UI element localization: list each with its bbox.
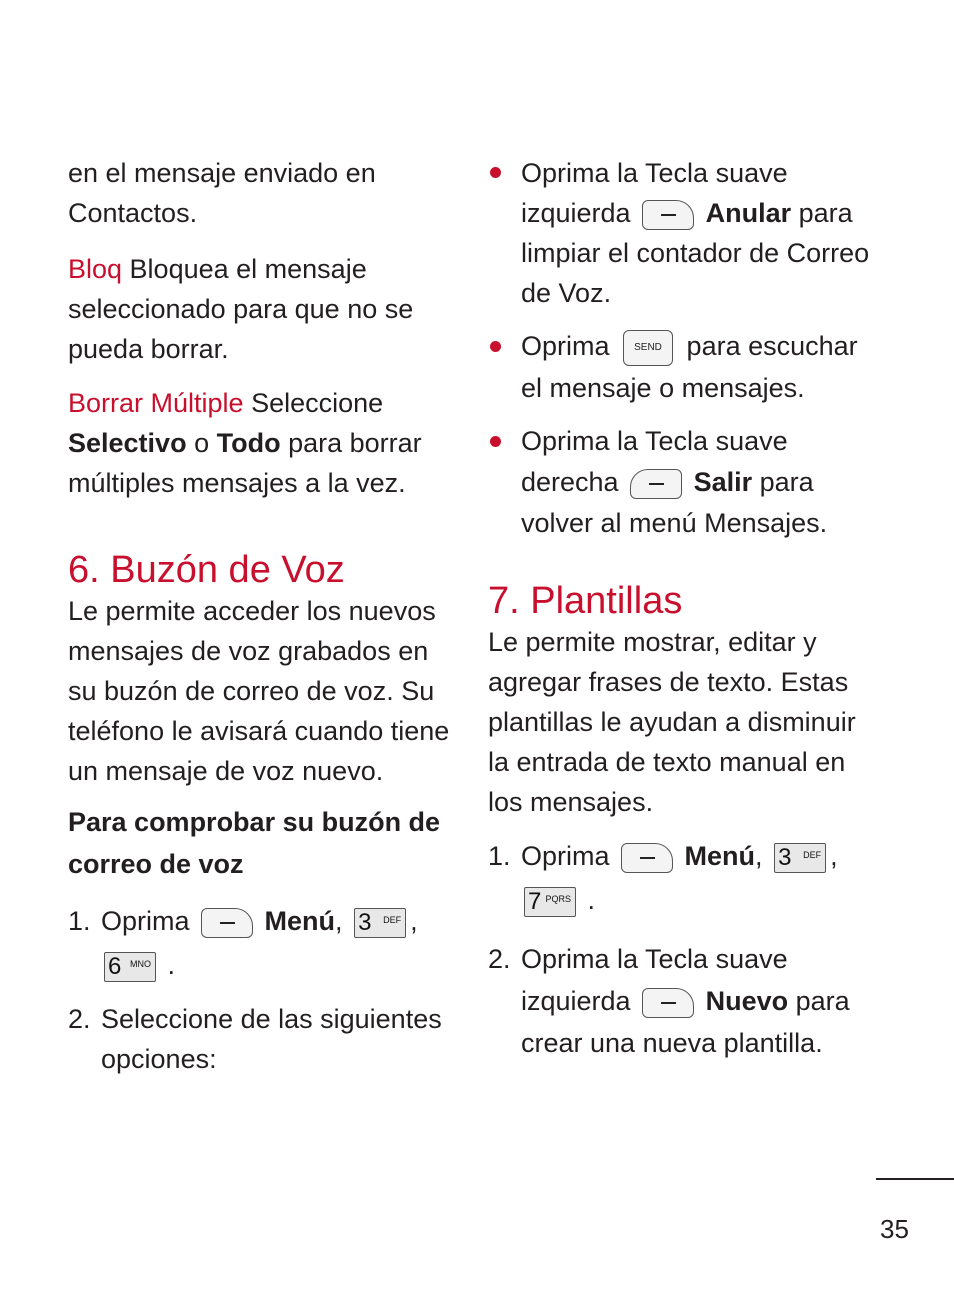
- menu-label: Menú: [264, 906, 336, 936]
- right-soft-key-icon: [630, 469, 682, 499]
- menu-label: Menú: [684, 841, 756, 871]
- key-3-icon: [774, 843, 826, 873]
- left-soft-key-icon: [642, 200, 694, 230]
- bloq-description: Bloquea el mensaje seleccionado para que no se pueda borrar.: [68, 254, 414, 364]
- comma: ,: [410, 906, 418, 936]
- left-column: [68, 150, 458, 1079]
- footer-rule: [876, 1178, 954, 1180]
- anular-label: Anular: [705, 198, 792, 228]
- plantillas-step-2: [488, 938, 883, 1064]
- comma: ,: [335, 906, 343, 936]
- nuevo-label: Nuevo: [705, 986, 789, 1016]
- borrar-term: Borrar Múltiple: [68, 388, 244, 418]
- bullet-anular: [488, 153, 883, 313]
- comma: ,: [755, 841, 763, 871]
- left-soft-key-icon: [642, 988, 694, 1018]
- borrar-text-1: Seleccione: [243, 388, 384, 418]
- bullet-text: Oprima la Tecla suave derecha: [521, 426, 788, 497]
- period: .: [587, 885, 596, 915]
- plantillas-description: Le permite mostrar, editar y agregar frases de texto. Estas plantillas le ayudan a disminuir la entrada de texto manual en los mensajes.: [488, 627, 856, 817]
- intro-line-2: Contactos.: [68, 198, 198, 228]
- right-column: [488, 150, 883, 1064]
- step-number: 1.: [68, 906, 91, 936]
- step-number: 2.: [68, 1004, 91, 1034]
- comma: ,: [830, 841, 838, 871]
- step-text: para crear una nueva plantilla.: [521, 986, 850, 1058]
- borrar-o: o: [186, 428, 217, 458]
- key-digit: 6: [108, 952, 122, 980]
- borrar-paragraph: [68, 383, 458, 503]
- bullet-text: Oprima la Tecla suave izquierda: [521, 158, 788, 228]
- intro-line-1: en el mensaje enviado en: [68, 158, 376, 188]
- bloq-term: Bloq: [68, 254, 123, 284]
- bloq-paragraph: [68, 249, 458, 369]
- step-text: Oprima: [521, 841, 610, 871]
- key-digit: 3: [778, 843, 792, 871]
- step-text: Seleccione de las siguientes opciones:: [101, 1004, 442, 1074]
- section-heading-plantillas: 7. Plantillas: [488, 580, 683, 622]
- key-letters: DEF: [383, 914, 402, 925]
- key-letters: PQRS: [545, 893, 571, 904]
- borrar-selectivo: Selectivo: [68, 428, 187, 458]
- buzon-subheading: Para comprobar su buzón de correo de voz: [68, 807, 441, 879]
- bullet-send: [488, 325, 883, 409]
- section-heading-buzon: 6. Buzón de Voz: [68, 549, 345, 591]
- bullet-dot-icon: [490, 341, 501, 352]
- borrar-text-2: para borrar múltiples mensajes a la vez.: [68, 428, 422, 498]
- send-key-icon: SEND: [623, 330, 673, 366]
- step-number: 1.: [488, 841, 511, 871]
- bullet-text: para escuchar el mensaje o mensajes.: [521, 331, 858, 403]
- bullet-dot-icon: [490, 436, 501, 447]
- bullet-dot-icon: [490, 167, 501, 178]
- buzon-step-1: [68, 899, 458, 987]
- page-number: 35: [880, 1214, 909, 1244]
- plantillas-step-1: [488, 834, 883, 922]
- buzon-step-2: [68, 999, 458, 1079]
- step-number: 2.: [488, 944, 511, 974]
- salir-label: Salir: [693, 467, 753, 497]
- step-text: Oprima: [101, 906, 190, 936]
- key-letters: DEF: [803, 849, 822, 860]
- key-3-icon: [354, 908, 406, 938]
- left-soft-key-icon: [621, 843, 673, 873]
- borrar-todo: Todo: [216, 428, 281, 458]
- key-6-icon: [104, 952, 156, 982]
- bullet-text: para volver al menú Mensajes.: [521, 467, 828, 538]
- intro-text: [68, 153, 458, 233]
- key-letters: MNO: [130, 958, 151, 969]
- step-text: Oprima la Tecla suave izquierda: [521, 944, 788, 1016]
- bullet-text: Oprima: [521, 331, 618, 361]
- bullet-salir: [488, 421, 883, 544]
- key-digit: 3: [358, 908, 372, 936]
- period: .: [167, 950, 176, 980]
- bullet-text: para limpiar el contador de Correo de Voz.: [521, 198, 870, 308]
- key-digit: 7: [528, 887, 542, 915]
- buzon-description: Le permite acceder los nuevos mensajes de voz grabados en su buzón de correo de voz. Su teléfono le avisará cuando tiene un mensaje de voz nuevo.: [68, 596, 450, 786]
- left-soft-key-icon: [201, 908, 253, 938]
- key-7-icon: [524, 887, 576, 917]
